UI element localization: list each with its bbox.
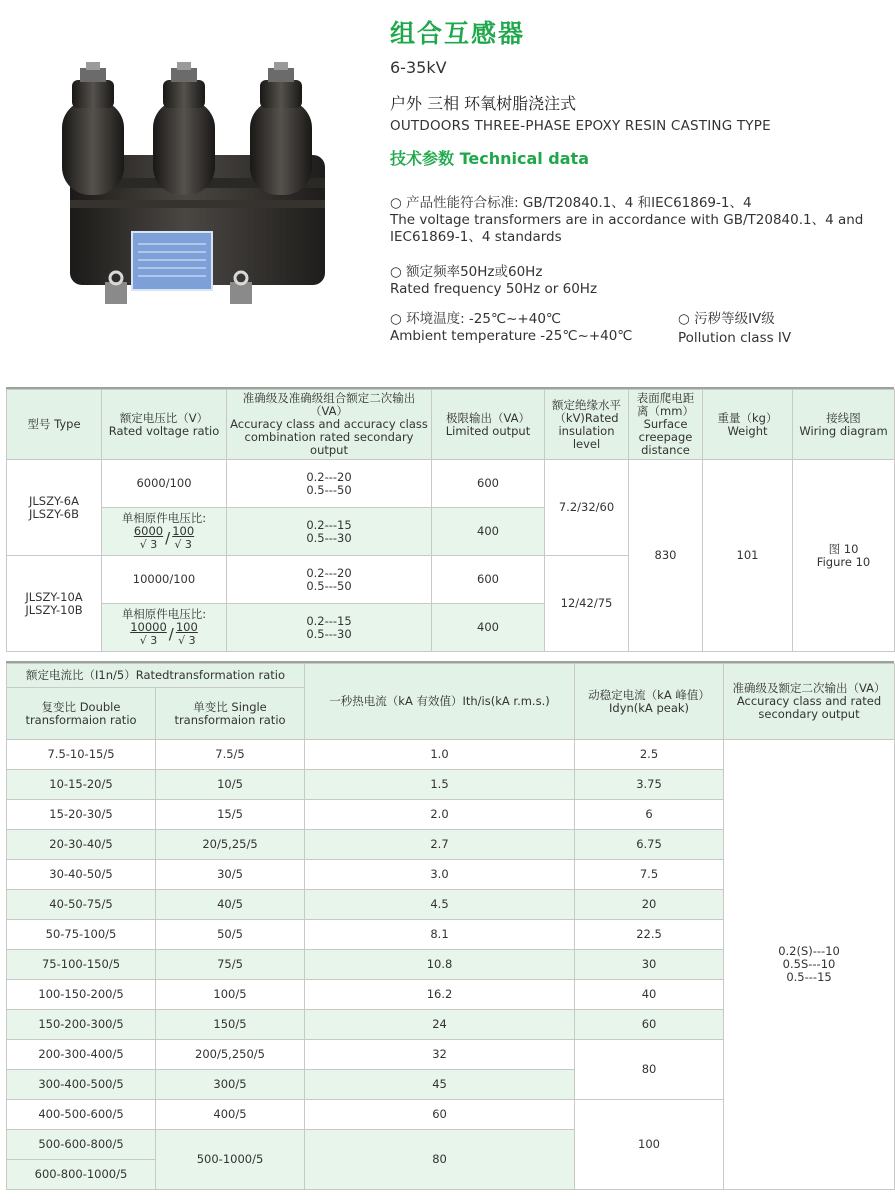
th-double: 复变比 Double transformaion ratio [7,688,156,740]
spec-frequency [390,264,597,298]
table-row [7,740,895,770]
ratio-cell: 6000/100 [102,460,227,508]
accuracy-cell: 0.2---15 0.5---30 [227,604,432,652]
page-title: 组合互感器 [390,19,526,48]
thermal-cell: 24 [305,1010,575,1040]
double-ratio-cell: 15-20-30/5 [7,800,156,830]
thermal-cell: 80 [305,1130,575,1190]
dynamic-cell: 7.5 [575,860,724,890]
dynamic-cell: 3.75 [575,770,724,800]
double-ratio-cell: 40-50-75/5 [7,890,156,920]
dynamic-cell: 80 [575,1040,724,1100]
single-ratio-cell: 20/5,25/5 [156,830,305,860]
spec-temperature-cn: ○ 环境温度: -25℃~+40℃ [390,311,562,327]
voltage-spec-table [6,389,895,652]
ratio-cell: 10000/100 [102,556,227,604]
spec-standard [390,195,880,246]
single-ratio-cell: 7.5/5 [156,740,305,770]
accuracy-cell: 0.2---20 0.5---50 [227,556,432,604]
thermal-cell: 60 [305,1100,575,1130]
limit-cell: 400 [432,604,545,652]
single-ratio-cell: 40/5 [156,890,305,920]
double-ratio-cell: 200-300-400/5 [7,1040,156,1070]
single-ratio-cell: 30/5 [156,860,305,890]
double-ratio-cell: 500-600-800/5 [7,1130,156,1160]
single-ratio-cell: 400/5 [156,1100,305,1130]
accuracy-output-line: 0.5---15 [786,970,832,984]
wiring-cell: 图 10 Figure 10 [793,460,895,652]
thermal-cell: 3.0 [305,860,575,890]
dynamic-cell: 20 [575,890,724,920]
accuracy-output-line: 0.5S---10 [782,957,836,971]
insulation-cell: 7.2/32/60 [545,460,629,556]
spec-temperature [390,311,632,345]
model-cell-6: JLSZY-6A JLSZY-6B [7,460,102,556]
single-ratio-cell: 单相原件电压比: $\frac{6000}{√ 3}$ / $\frac{100}{√ 3}$ [102,508,227,556]
current-table-body [7,740,895,1190]
type-cn: 户外 三相 环氧树脂浇注式 [390,94,577,113]
spec-temperature-en: Ambient temperature -25℃~+40℃ [390,328,633,344]
thermal-cell: 2.7 [305,830,575,860]
single-ratio-cell: 10/5 [156,770,305,800]
th-limited-output: 极限输出（VA） Limited output [432,390,545,460]
dynamic-cell: 6.75 [575,830,724,860]
single-ratio-cell: 100/5 [156,980,305,1010]
thermal-cell: 1.5 [305,770,575,800]
thermal-cell: 45 [305,1070,575,1100]
tech-title: 技术参数 Technical data [390,149,589,168]
thermal-cell: 32 [305,1040,575,1070]
weight-cell: 101 [703,460,793,652]
dynamic-cell: 2.5 [575,740,724,770]
thermal-cell: 16.2 [305,980,575,1010]
model-cell-10: JLSZY-10A JLSZY-10B [7,556,102,652]
double-ratio-cell: 300-400-500/5 [7,1070,156,1100]
double-ratio-cell: 400-500-600/5 [7,1100,156,1130]
th-creepage: 表面爬电距离（mm） Surface creepage distance [629,390,703,460]
single-ratio-cell: 15/5 [156,800,305,830]
spec-standard-en-2: IEC61869-1、4 standards [390,229,562,245]
double-ratio-cell: 75-100-150/5 [7,950,156,980]
th-dynamic: 动稳定电流（kA 峰值） Idyn(kA peak) [575,664,724,740]
th-weight: 重量（kg） Weight [703,390,793,460]
spec-frequency-cn: ○ 额定频率50Hz或60Hz [390,264,543,280]
th-ratio-group: 额定电流比（I1n/5）Ratedtransformation ratio [7,664,305,688]
hero [390,14,880,169]
th-ratio: 额定电压比（V） Rated voltage ratio [102,390,227,460]
th-single: 单变比 Single transformaion ratio [156,688,305,740]
double-ratio-cell: 30-40-50/5 [7,860,156,890]
dynamic-cell: 60 [575,1010,724,1040]
th-wiring: 接线图 Wiring diagram [793,390,895,460]
dynamic-cell: 100 [575,1100,724,1190]
single-ratio-cell: 单相原件电压比: $\frac{10000}{√ 3}$ / $\frac{100}{√ 3}$ [102,604,227,652]
th-thermal: 一秒热电流（kA 有效值）Ith/is(kA r.m.s.) [305,664,575,740]
thermal-cell: 8.1 [305,920,575,950]
th-insulation: 额定绝缘水平 （kV)Rated insulation level [545,390,629,460]
th-accuracy: 准确级及额定二次输出（VA） Accuracy class and rated secondary output [724,664,895,740]
accuracy-cell: 0.2---20 0.5---50 [227,460,432,508]
accuracy-cell: 0.2---15 0.5---30 [227,508,432,556]
th-accuracy: 准确级及准确级组合额定二次输出（VA） Accuracy class and accuracy class combination rated secondary output [227,390,432,460]
thermal-cell: 4.5 [305,890,575,920]
dynamic-cell: 6 [575,800,724,830]
th-model: 型号 Type [7,390,102,460]
spec-standard-cn: ○ 产品性能符合标准: GB/T20840.1、4 和IEC61869-1、4 [390,195,752,211]
creepage-cell: 830 [629,460,703,652]
spec-pollution [678,311,791,347]
thermal-cell: 10.8 [305,950,575,980]
thermal-cell: 2.0 [305,800,575,830]
double-ratio-cell: 100-150-200/5 [7,980,156,1010]
single-ratio-cell: 150/5 [156,1010,305,1040]
limit-cell: 400 [432,508,545,556]
double-ratio-cell: 600-800-1000/5 [7,1160,156,1190]
dynamic-cell: 22.5 [575,920,724,950]
limit-cell: 600 [432,460,545,508]
single-ratio-cell: 50/5 [156,920,305,950]
limit-cell: 600 [432,556,545,604]
double-ratio-cell: 10-15-20/5 [7,770,156,800]
dynamic-cell: 40 [575,980,724,1010]
spec-frequency-en: Rated frequency 50Hz or 60Hz [390,281,598,297]
double-ratio-cell: 7.5-10-15/5 [7,740,156,770]
double-ratio-cell: 50-75-100/5 [7,920,156,950]
thermal-cell: 1.0 [305,740,575,770]
product-image [50,60,340,310]
single-ratio-cell: 75/5 [156,950,305,980]
single-ratio-cell: 300/5 [156,1070,305,1100]
insulation-cell: 12/42/75 [545,556,629,652]
spec-pollution-en: Pollution class IV [678,330,792,346]
current-spec-table [6,663,895,1190]
double-ratio-cell: 20-30-40/5 [7,830,156,860]
accuracy-output-cell [724,740,895,1190]
double-ratio-cell: 150-200-300/5 [7,1010,156,1040]
voltage-range: 6-35kV [390,58,447,77]
dynamic-cell: 30 [575,950,724,980]
type-en: OUTDOORS THREE-PHASE EPOXY RESIN CASTING TYPE [390,118,771,134]
accuracy-output-line: 0.2(S)---10 [778,944,840,958]
spec-pollution-cn: ○ 污秽等级IV级 [678,311,775,327]
spec-standard-en-1: The voltage transformers are in accordance with GB/T20840.1、4 and [390,212,864,228]
single-ratio-cell: 500-1000/5 [156,1130,305,1190]
single-ratio-cell: 200/5,250/5 [156,1040,305,1070]
